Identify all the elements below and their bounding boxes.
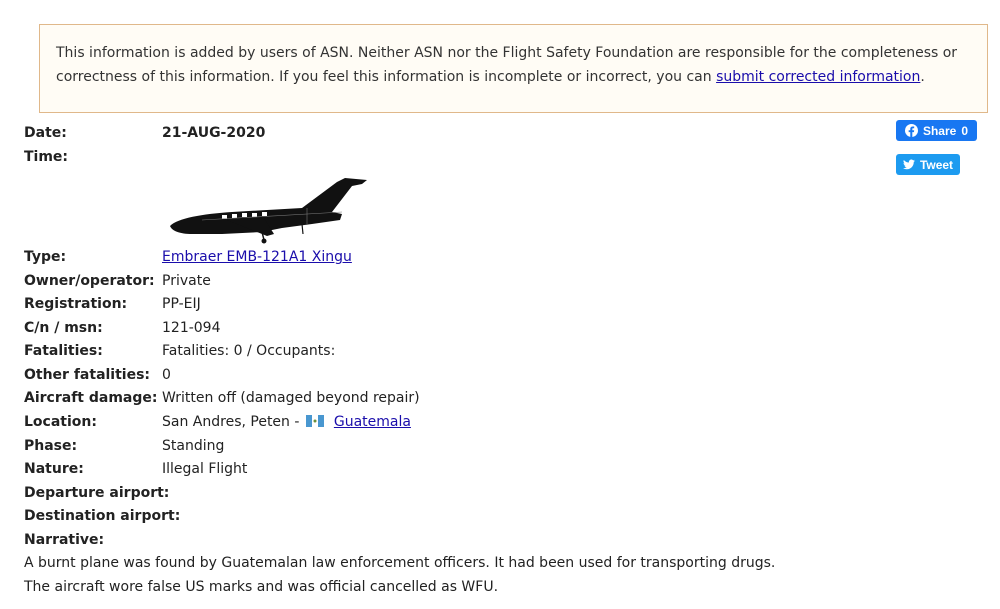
- damage-value: Written off (damaged beyond repair): [162, 390, 420, 406]
- location-value: San Andres, Peten -: [162, 414, 304, 430]
- date-label: Date:: [24, 125, 67, 141]
- cn-label: C/n / msn:: [24, 320, 103, 336]
- cn-value: 121-094: [162, 320, 221, 336]
- other-fatalities-label: Other fatalities:: [24, 367, 151, 383]
- nature-label: Nature:: [24, 461, 84, 477]
- aircraft-silhouette: [162, 168, 372, 248]
- disclaimer-notice: [39, 24, 988, 113]
- facebook-icon: [905, 124, 918, 137]
- tweet-button[interactable]: [896, 154, 960, 175]
- departure-label: Departure airport:: [24, 485, 170, 501]
- twitter-icon: [903, 159, 915, 170]
- facebook-share-button[interactable]: [896, 120, 977, 141]
- tweet-label: Tweet: [919, 157, 954, 172]
- narrative-line: The aircraft wore false US marks and was official cancelled as WFU.: [24, 578, 499, 595]
- fatalities-value: Fatalities: 0 / Occupants:: [162, 343, 336, 359]
- guatemala-flag-icon: [306, 415, 324, 427]
- disclaimer-text: This information is added by users of ASN. Neither ASN nor the Flight Safety Foundation are responsible for the completeness or correctness of this information. If you feel this information is incomplete or incorrect, you can: [56, 45, 958, 85]
- disclaimer-end: .: [920, 69, 925, 85]
- facebook-share-count: 0: [961, 123, 969, 138]
- other-fatalities-value: 0: [162, 367, 171, 383]
- phase-label: Phase:: [24, 438, 78, 454]
- fatalities-label: Fatalities:: [24, 343, 103, 359]
- type-label: Type:: [24, 249, 67, 265]
- location-label: Location:: [24, 414, 97, 430]
- narrative-text: [24, 552, 775, 599]
- submit-correction-link[interactable]: submit corrected information: [716, 69, 921, 85]
- date-value: 21-AUG-2020: [162, 125, 266, 141]
- facebook-share-label: Share: [922, 123, 957, 138]
- time-label: Time:: [24, 149, 69, 165]
- phase-value: Standing: [162, 438, 225, 454]
- country-link[interactable]: Guatemala: [333, 414, 411, 430]
- narrative-label: Narrative:: [24, 532, 105, 548]
- owner-value: Private: [162, 273, 211, 289]
- damage-label: Aircraft damage:: [24, 390, 158, 406]
- nature-value: Illegal Flight: [162, 461, 248, 477]
- registration-value: PP-EIJ: [162, 296, 201, 312]
- aircraft-type-link[interactable]: Embraer EMB-121A1 Xingu: [162, 249, 352, 265]
- registration-label: Registration:: [24, 296, 128, 312]
- owner-label: Owner/operator:: [24, 273, 155, 289]
- destination-label: Destination airport:: [24, 508, 181, 524]
- narrative-line: A burnt plane was found by Guatemalan law enforcement officers. It had been used for transporting drugs.: [24, 555, 776, 571]
